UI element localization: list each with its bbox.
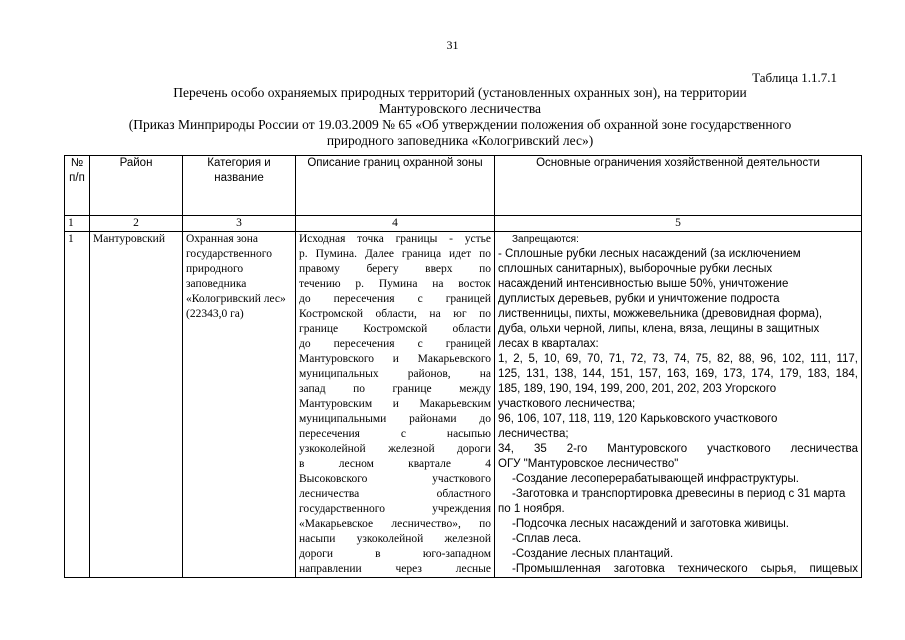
boundary-line: пересечения с насыпью: [299, 428, 491, 440]
restriction-line: - Сплошные рубки лесных насаждений (за исключением: [498, 248, 801, 260]
boundary-line: до пересечения с границей: [299, 338, 491, 350]
restriction-line: дуба, ольхи черной, липы, клена, вяза, лещины в защитных: [498, 323, 820, 335]
boundary-line: до пересечения с границей: [299, 293, 491, 305]
restriction-line: 125, 131, 138, 144, 151, 157, 163, 169, 173, 174, 179, 183, 184,: [498, 368, 858, 380]
column-number-row: [65, 216, 862, 232]
boundary-line: «Макарьевское лесничество», по: [299, 518, 491, 530]
restriction-line: 96, 106, 107, 118, 119, 120 Карьковского участкового: [498, 413, 778, 425]
restriction-line: -Промышленная заготовка технического сырья, пищевых: [512, 563, 858, 575]
category-line: Охранная зона: [186, 233, 258, 245]
restriction-line: дуплистых деревьев, рубки и уничтожение подроста: [498, 293, 780, 305]
category-line: государственного: [186, 248, 272, 260]
boundary-line: правому берегу вверх по: [299, 263, 491, 275]
category-line: (22343,0 га): [186, 308, 244, 320]
boundary-line: муниципальных районов, на: [299, 368, 491, 380]
title-line-1: Перечень особо охраняемых природных территорий (установленных охранных зон), на территории: [173, 85, 747, 100]
header-district: Район: [90, 156, 183, 216]
boundary-line: течению р. Пумина на восток: [299, 278, 491, 290]
page-number: 31: [446, 38, 459, 52]
boundary-line: Костромской области, на юг по: [299, 308, 491, 320]
category-line: «Кологривский лес»: [186, 293, 286, 305]
restriction-line: -Сплав леса.: [512, 533, 582, 545]
column-number-3: 3: [183, 216, 296, 232]
restrictions-heading: Запрещаются:: [512, 234, 579, 245]
boundary-line: государственного учреждения: [299, 503, 491, 515]
column-number-5: 5: [495, 216, 862, 232]
boundary-line: лесничества областного: [299, 488, 491, 500]
title-line-2: Мантуровского лесничества: [378, 101, 542, 116]
restriction-line: лиственницы, пихты, можжевельника (древовидная форма),: [498, 308, 823, 320]
boundary-line: запад по границе между: [299, 383, 491, 395]
boundary-line: границе Костромской области: [299, 323, 491, 335]
boundary-line: Мантуровским и Макарьевским: [299, 398, 491, 410]
restriction-line: -Создание лесоперерабатывающей инфраструктуры.: [512, 473, 799, 485]
column-number-1: 1: [65, 216, 90, 232]
restriction-line: насаждений интенсивностью выше 50%, уничтожение: [498, 278, 789, 290]
category-line: природного: [186, 263, 244, 275]
column-number-2: 2: [90, 216, 183, 232]
restriction-line: ОГУ "Мантуровское лесничество": [498, 458, 679, 470]
restriction-line: 185, 189, 190, 194, 199, 200, 201, 202, 203 Угорского: [498, 383, 777, 395]
restriction-line: -Создание лесных плантаций.: [512, 548, 674, 560]
table-label: Таблица 1.1.7.1: [752, 70, 837, 85]
document-title: [70, 85, 850, 149]
boundary-line: в лесном квартале 4: [299, 458, 491, 470]
row-district: Мантуровский: [90, 232, 183, 578]
title-line-3: (Приказ Минприроды России от 19.03.2009 № 65 «Об утверждении положения об охранной зоне государственного: [128, 117, 792, 132]
row-restrictions: [495, 232, 862, 578]
restriction-line: сплошных санитарных), выборочные рубки лесных: [498, 263, 773, 275]
title-line-4: природного заповедника «Кологривский лес»): [326, 133, 594, 148]
boundary-line: Мантуровского и Макарьевского: [299, 353, 491, 365]
restriction-line: по 1 ноября.: [498, 503, 565, 515]
restriction-line: 34, 35 2-го Мантуровского участкового лесничества: [498, 443, 858, 455]
header-category: Категория и название: [183, 156, 296, 216]
boundary-line: насыпи узкоколейной железной: [299, 533, 491, 545]
protected-areas-table: [64, 155, 862, 578]
table-row: [65, 232, 862, 578]
row-no: 1: [65, 232, 90, 578]
restriction-line: участкового лесничества;: [498, 398, 636, 410]
boundary-line: р. Пумина. Далее граница идет по: [299, 248, 491, 260]
boundary-line: узкоколейной железной дороги: [299, 443, 491, 455]
header-boundaries: Описание границ охранной зоны: [296, 156, 495, 216]
row-boundaries: [296, 232, 495, 578]
restriction-line: лесничества;: [498, 428, 569, 440]
boundary-line: дороги в юго-западном: [299, 548, 491, 560]
boundary-line: направлении через лесные: [299, 563, 491, 575]
boundary-line: Исходная точка границы - устье: [299, 233, 491, 245]
boundary-line: муниципальными районами до: [299, 413, 491, 425]
restriction-line: -Подсочка лесных насаждений и заготовка живицы.: [512, 518, 789, 530]
row-category: [183, 232, 296, 578]
column-number-4: 4: [296, 216, 495, 232]
restriction-line: лесах в кварталах:: [498, 338, 599, 350]
restriction-line: 1, 2, 5, 10, 69, 70, 71, 72, 73, 74, 75, 82, 88, 96, 102, 111, 117,: [498, 353, 858, 365]
restriction-line: -Заготовка и транспортировка древесины в период с 31 марта: [512, 488, 846, 500]
header-no: № п/п: [65, 156, 90, 216]
table-header-row: [65, 156, 862, 216]
boundary-line: Высоковского участкового: [299, 473, 491, 485]
category-line: заповедника: [186, 278, 247, 290]
header-restrictions: Основные ограничения хозяйственной деятельности: [495, 156, 862, 216]
